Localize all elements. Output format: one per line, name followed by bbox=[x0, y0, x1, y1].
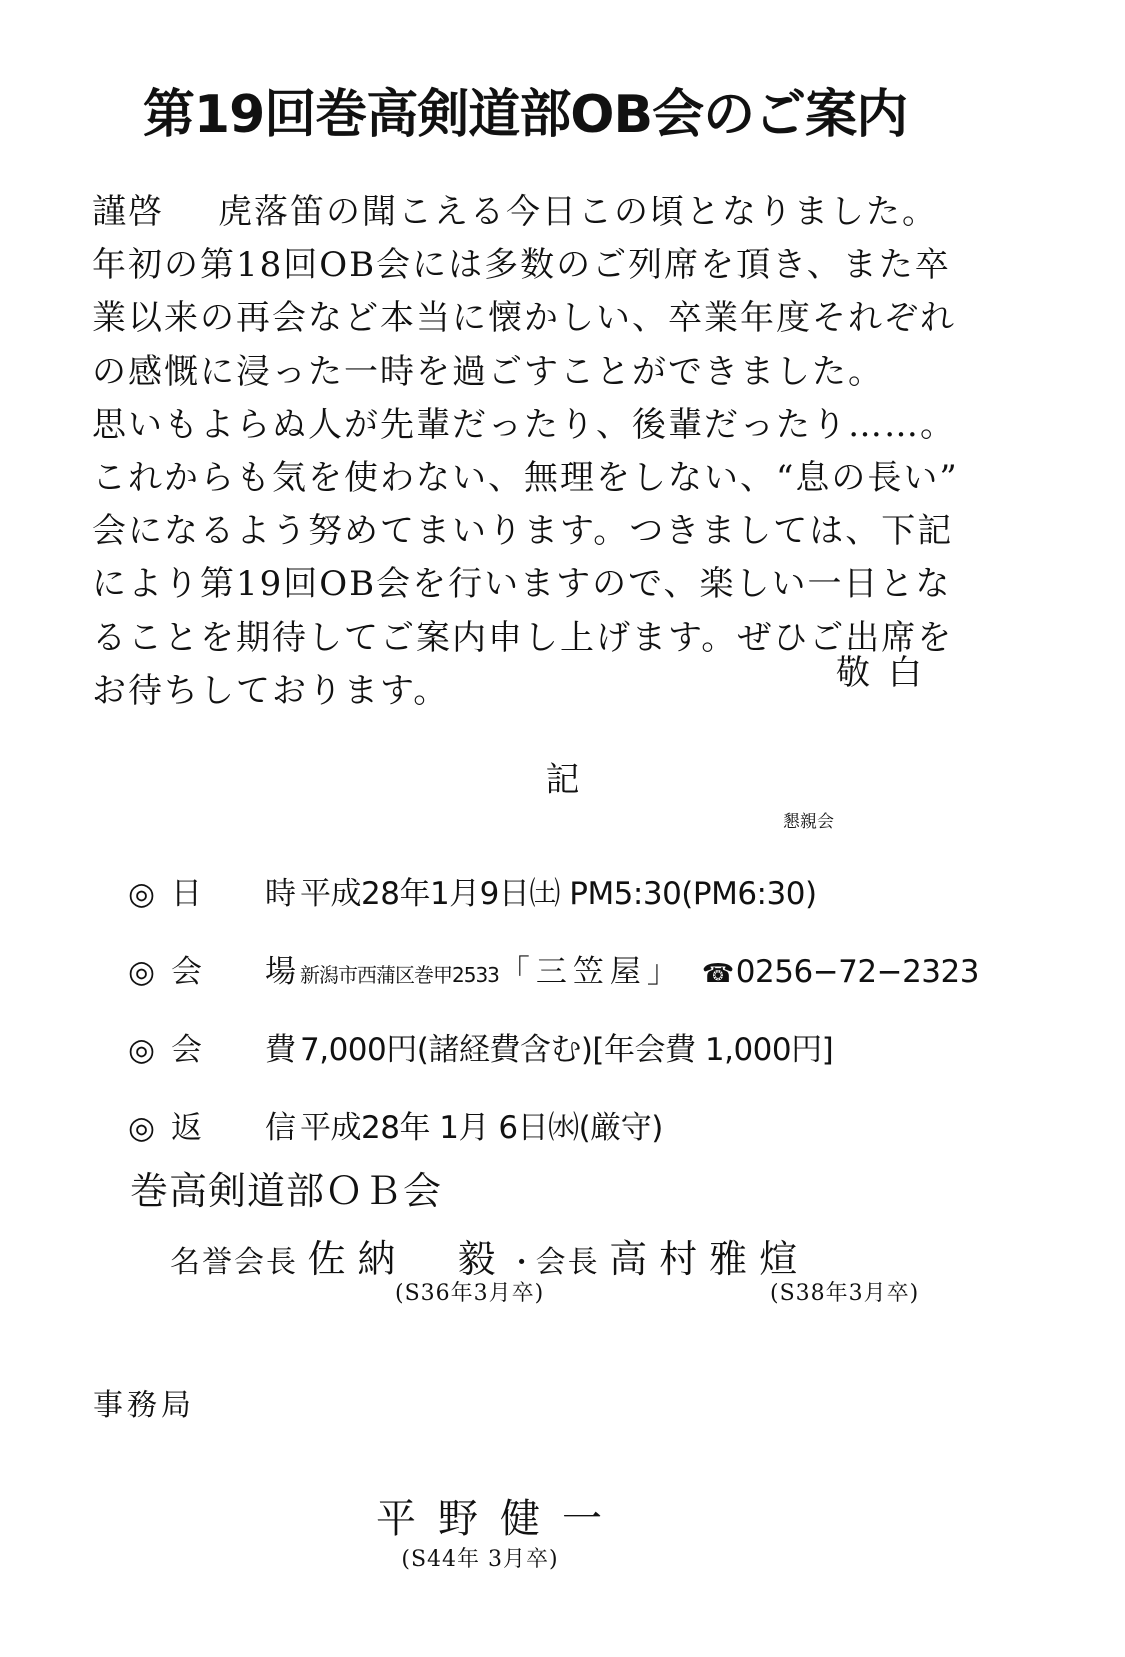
detail-label: ◎返 信 bbox=[128, 1110, 313, 1146]
detail-label: ◎日 時 bbox=[128, 876, 313, 912]
greeting-line: 会になるよう努めてまいります。つきましては、下記 bbox=[92, 511, 954, 552]
detail-fee bbox=[128, 991, 1028, 1069]
detail-reply bbox=[128, 1069, 1028, 1147]
greeting-line: これからも気を使わない、無理をしない、“息の長い” bbox=[92, 457, 959, 498]
greeting-body bbox=[92, 186, 992, 718]
organization-name: 巻高剣道部ＯＢ会 bbox=[130, 1169, 443, 1213]
fee-value: 7,000円(諸経費含む)[年会費 1,000円] bbox=[300, 1032, 834, 1068]
reply-deadline: 平成28年 1月 6日㈬(厳守) bbox=[300, 1110, 663, 1146]
party-annotation: 懇親会 bbox=[783, 812, 834, 832]
venue-name: 「三笠屋」 bbox=[498, 954, 684, 990]
detail-datetime bbox=[128, 812, 1028, 913]
president-graduation: (S38年3月卒) bbox=[770, 1281, 920, 1306]
separator-dot: ・ bbox=[507, 1246, 536, 1279]
greeting-line: 思いもよらぬ人が先輩だったり、後輩だったり……。 bbox=[92, 404, 956, 445]
honorary-president-graduation: (S36年3月卒) bbox=[395, 1281, 545, 1306]
venue-address: 新潟市西蒲区巻甲2533 bbox=[300, 963, 499, 987]
office-contact-name: 平野健一 bbox=[376, 1496, 624, 1542]
office-contact-graduation: (S44年 3月卒) bbox=[401, 1547, 559, 1572]
detail-label: ◎会 場 bbox=[128, 954, 313, 990]
honorary-president-title: 名誉会長 bbox=[170, 1245, 298, 1280]
greeting-line-first bbox=[92, 186, 992, 239]
ki-heading: 記 bbox=[545, 760, 580, 800]
greeting-closing: 敬白 bbox=[836, 653, 940, 693]
venue-value bbox=[300, 946, 979, 991]
office-label: 事務局 bbox=[93, 1388, 195, 1423]
greeting-line: により第19回OB会を行いますので、楽しい一日とな bbox=[92, 564, 952, 605]
venue-phone: 0256−72−2323 bbox=[735, 954, 979, 990]
honorary-president-name: 佐納 毅 bbox=[307, 1237, 508, 1281]
detail-venue bbox=[128, 913, 1028, 991]
greeting-opening: 謹啓 bbox=[92, 192, 164, 232]
document-title: 第19回巻高剣道部OB会のご案内 bbox=[142, 85, 908, 145]
president-name: 高村雅煊 bbox=[609, 1237, 810, 1281]
greeting-line: の感慨に浸った一時を過ごすことができました。 bbox=[92, 351, 884, 392]
event-details bbox=[128, 812, 1028, 1147]
officers-block bbox=[170, 1228, 990, 1318]
detail-label: ◎会 費 bbox=[128, 1032, 313, 1068]
president-title: 会長 bbox=[535, 1245, 600, 1280]
greeting-seasonal: 虎落笛の聞こえる今日この頃となりました。 bbox=[218, 192, 938, 232]
greeting-line: ることを期待してご案内申し上げます。ぜひご出席を bbox=[92, 617, 954, 658]
telephone-icon: ☎ bbox=[701, 959, 734, 989]
officers-line bbox=[170, 1228, 809, 1283]
datetime-value: 平成28年1月9日㈯ PM5:30(PM6:30) bbox=[300, 876, 817, 912]
greeting-line: お待ちしております。 bbox=[92, 670, 450, 711]
greeting-line: 業以来の再会など本当に懐かしい、卒業年度それぞれ bbox=[92, 298, 956, 339]
greeting-line: 年初の第18回OB会には多数のご列席を頂き、また卒 bbox=[92, 245, 951, 286]
